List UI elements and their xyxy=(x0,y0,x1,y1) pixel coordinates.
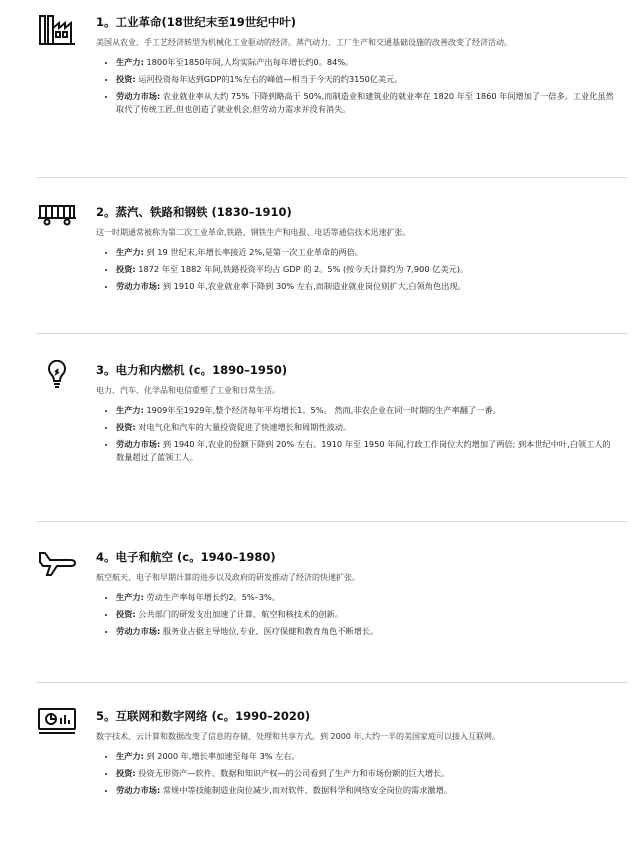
list-item: • 劳动力市场: 服务业占据主导地位,专业、医疗保健和教育角色不断增长。 xyxy=(116,625,617,638)
bullet-list xyxy=(96,750,617,797)
lightbulb-icon xyxy=(37,360,77,392)
list-item: • 劳动力市场: 到 1910 年,农业就业率下降到 30% 左右,而制造业就业岗位则扩大,白领角色出现。 xyxy=(116,280,617,293)
list-item: • 生产力: 到 19 世纪末,年增长率接近 2%,是第一次工业革命的两倍。 xyxy=(116,246,617,259)
divider xyxy=(36,521,628,522)
list-item: • 投资: 公共部门的研发支出加速了计算、航空和核技术的创新。 xyxy=(116,608,617,621)
section-description: 航空航天、电子和早期计算的进步以及政府的研发推动了经济的快速扩张。 xyxy=(96,573,360,582)
list-item: • 投资: 对电气化和汽车的大量投资促进了快速增长和周期性波动。 xyxy=(116,421,617,434)
section-title: 5。互联网和数字网络 (c。1990–2020) xyxy=(96,709,311,723)
section-description: 美国从农业、手工艺经济转型为机械化工业驱动的经济。蒸汽动力、工厂生产和交通基础设施的改善改变了经济活动。 xyxy=(96,38,512,47)
bullet-list xyxy=(96,404,617,464)
list-item: • 生产力: 1800年至1850年间,人均实际产出每年增长约0。84%。 xyxy=(116,56,617,69)
list-item: • 投资: 1872 年至 1882 年间,铁路投资平均占 GDP 的 2。5% (按今天计算约为 7,900 亿美元)。 xyxy=(116,263,617,276)
list-item: • 劳动力市场: 到 1940 年,农业的份额下降到 20% 左右。1910 年至 1950 年间,行政工作岗位大约增加了两倍; 到本世纪中叶,白领工人的数量超过了蓝领工人。 xyxy=(116,438,617,464)
section-title: 4。电子和航空 (c。1940–1980) xyxy=(96,550,276,564)
bullet-list xyxy=(96,56,617,116)
monitor-chart-icon xyxy=(37,706,77,738)
section-title: 2。蒸汽、铁路和钢铁 (1830–1910) xyxy=(96,205,292,219)
bullet-list xyxy=(96,246,617,293)
section-description: 数字技术、云计算和数据改变了信息的存储、处理和共享方式。到 2000 年,大约一半的美国家庭可以接入互联网。 xyxy=(96,732,500,741)
list-item: • 生产力: 劳动生产率每年增长约2。5%–3%。 xyxy=(116,591,617,604)
bullet-list xyxy=(96,591,617,638)
list-item: • 投资: 投资无形资产—软件、数据和知识产权—的公司看到了生产力和市场份额的巨大增长。 xyxy=(116,767,617,780)
divider xyxy=(36,682,628,683)
divider xyxy=(36,177,628,178)
list-item: • 生产力: 到 2000 年,增长率加速至每年 3% 左右。 xyxy=(116,750,617,763)
airplane-icon xyxy=(37,547,77,579)
list-item: • 劳动力市场: 常规中等技能制造业岗位减少,而对软件、数据科学和网络安全岗位的需求激增。 xyxy=(116,784,617,797)
list-item: • 生产力: 1909年至1929年,整个经济每年平均增长1。5%。 然而,非农企业在同一时期的生产率翻了一番。 xyxy=(116,404,617,417)
railcar-icon xyxy=(37,202,77,234)
section-description: 电力、汽车、化学品和电信重塑了工业和日常生活。 xyxy=(96,386,280,395)
section-description: 这一时期通常被称为第二次工业革命,铁路、钢铁生产和电报、电话等通信技术迅速扩张。 xyxy=(96,228,411,237)
divider xyxy=(36,333,628,334)
section-title: 3。电力和内燃机 (c。1890–1950) xyxy=(96,363,288,377)
list-item: • 投资: 运河投资每年达到GDP的1%左右的峰值—相当于今天的约3150亿美元。 xyxy=(116,73,617,86)
factory-icon xyxy=(37,14,77,46)
section-title: 1。工业革命(18世纪末至19世纪中叶) xyxy=(96,15,297,29)
list-item: • 劳动力市场: 农业就业率从大约 75% 下降到略高于 50%,而制造业和建筑业的就业率在 1820 年至 1860 年间增加了一倍多。工业化虽然取代了传统工匠,但也创造了就业机会,但劳动力需求并没有消失。 xyxy=(116,90,617,116)
